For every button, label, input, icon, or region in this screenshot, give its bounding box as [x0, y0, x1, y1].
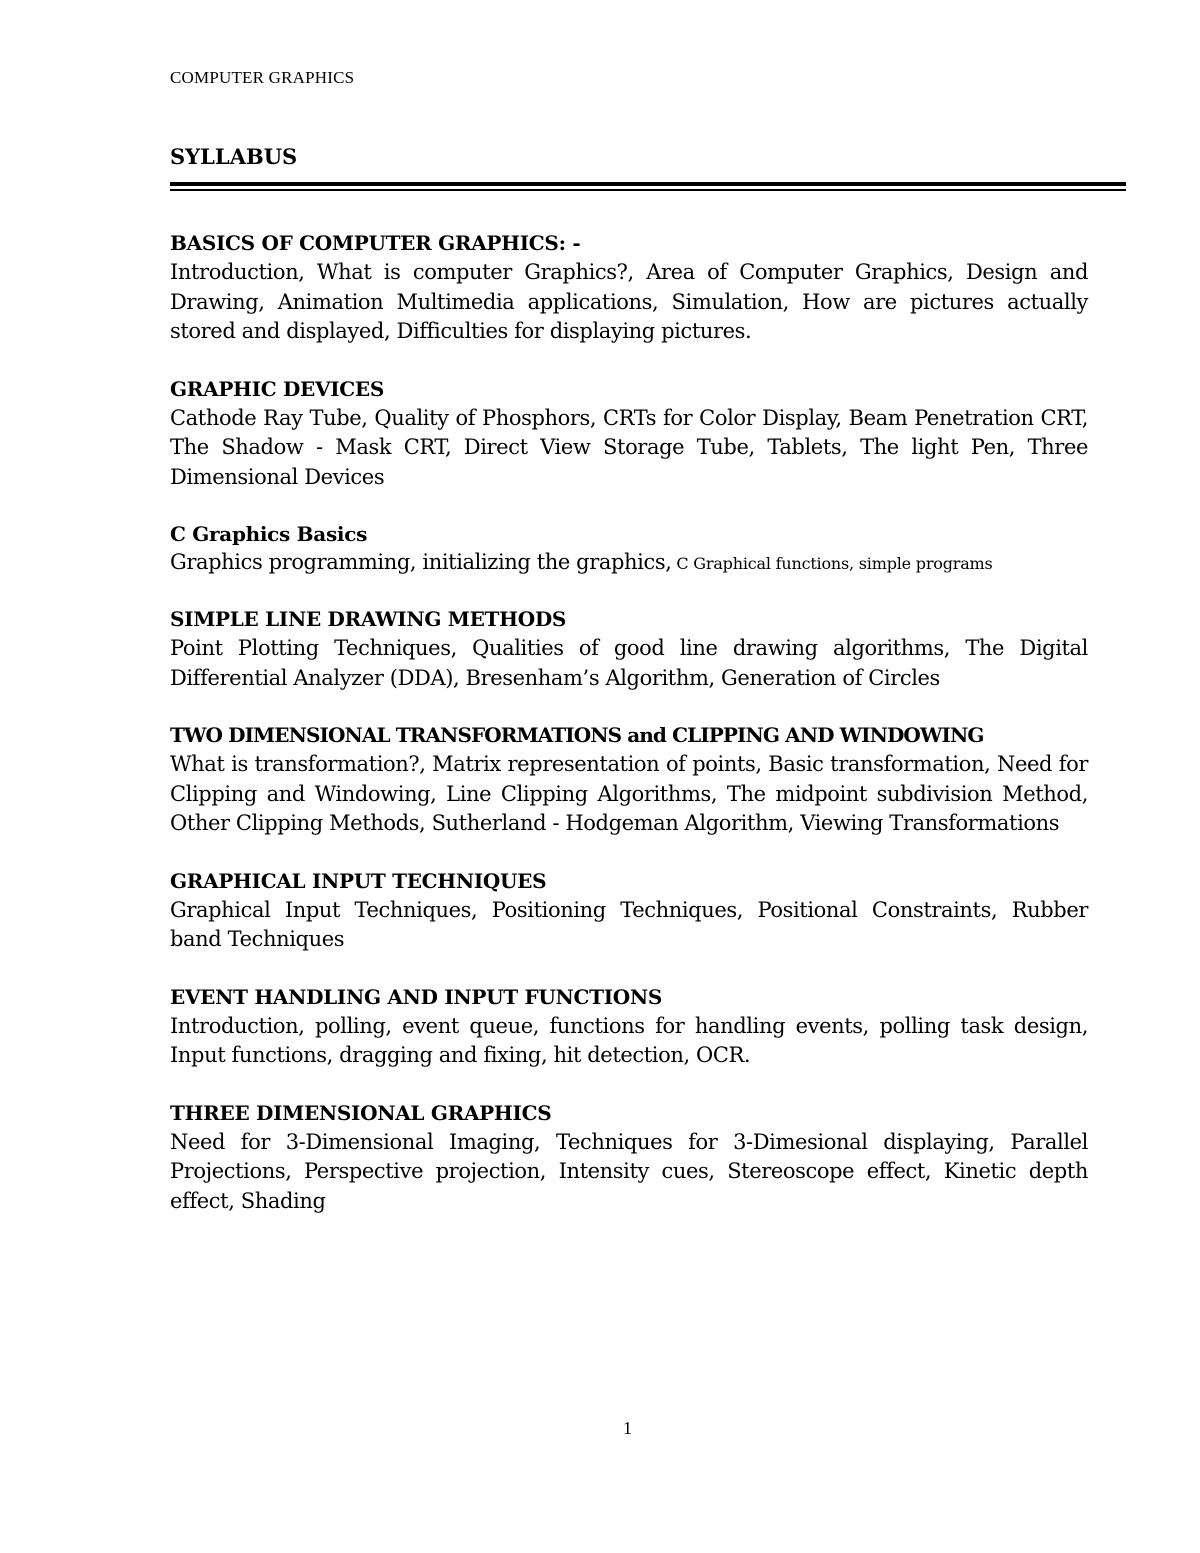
section-transformations-clipping — [170, 720, 1088, 839]
section-heading: GRAPHICAL INPUT TECHNIQUES — [170, 868, 547, 893]
section-body: Need for 3-Dimensional Imaging, Techniques for 3-Dimesional displaying, Parallel Projections, Perspective projection, Intensity cues, Stereoscope effect, Kinetic depth effect, Shading — [170, 1129, 1088, 1213]
page-number: 1 — [623, 1418, 632, 1438]
running-header: COMPUTER GRAPHICS — [170, 68, 355, 87]
section-body — [170, 549, 1088, 577]
title-rule-thick — [170, 182, 1126, 186]
section-c-graphics-basics — [170, 519, 1088, 577]
section-body-small: C Graphical functions, simple programs — [671, 554, 993, 573]
page-title: SYLLABUS — [170, 144, 298, 169]
section-heading: TWO DIMENSIONAL TRANSFORMATIONS and CLIPPING AND WINDOWING — [170, 723, 984, 747]
section-body: Point Plotting Techniques, Qualities of good line drawing algorithms, The Digital Differential Analyzer (DDA), Bresenham’s Algorithm, Generation of Circles — [170, 636, 1088, 690]
section-heading: EVENT HANDLING AND INPUT FUNCTIONS — [170, 984, 663, 1009]
section-heading: SIMPLE LINE DRAWING METHODS — [170, 607, 567, 631]
section-heading: GRAPHIC DEVICES — [170, 376, 384, 401]
section-three-dimensional — [170, 1098, 1088, 1217]
section-body: Introduction, polling, event queue, functions for handling events, polling task design, Input functions, dragging and fixing, hit detection, OCR. — [170, 1013, 1088, 1067]
section-body-main: Graphics programming, initializing the graphics, — [170, 550, 672, 574]
section-heading: THREE DIMENSIONAL GRAPHICS — [170, 1100, 552, 1125]
title-rule-thin — [170, 189, 1126, 191]
syllabus-sections — [170, 228, 1088, 1243]
section-basics — [170, 228, 1088, 347]
section-body: What is transformation?, Matrix representation of points, Basic transformation, Need for Clipping and Windowing, Line Clipping Algorithms, The midpoint subdivision Method, Other Clipping Methods, Sutherland - Hodgeman Algorithm, Viewing Transformations — [170, 752, 1088, 835]
section-event-handling — [170, 982, 1088, 1071]
section-heading: C Graphics Basics — [170, 522, 368, 546]
section-line-drawing — [170, 604, 1088, 693]
section-body: Introduction, What is computer Graphics?, Area of Computer Graphics, Design and Drawing, Animation Multimedia applications, Simulation, How are pictures actually stored and displayed, Difficulties for displaying pictures. — [170, 260, 1088, 343]
section-body: Graphical Input Techniques, Positioning Techniques, Positional Constraints, Rubber band Techniques — [170, 897, 1088, 951]
section-graphic-devices — [170, 374, 1088, 493]
section-input-techniques — [170, 866, 1088, 955]
section-heading: BASICS OF COMPUTER GRAPHICS: - — [170, 231, 581, 255]
section-body: Cathode Ray Tube, Quality of Phosphors, CRTs for Color Display, Beam Penetration CRT, The Shadow - Mask CRT, Direct View Storage Tube, Tablets, The light Pen, Three Dimensional Devices — [170, 405, 1088, 489]
